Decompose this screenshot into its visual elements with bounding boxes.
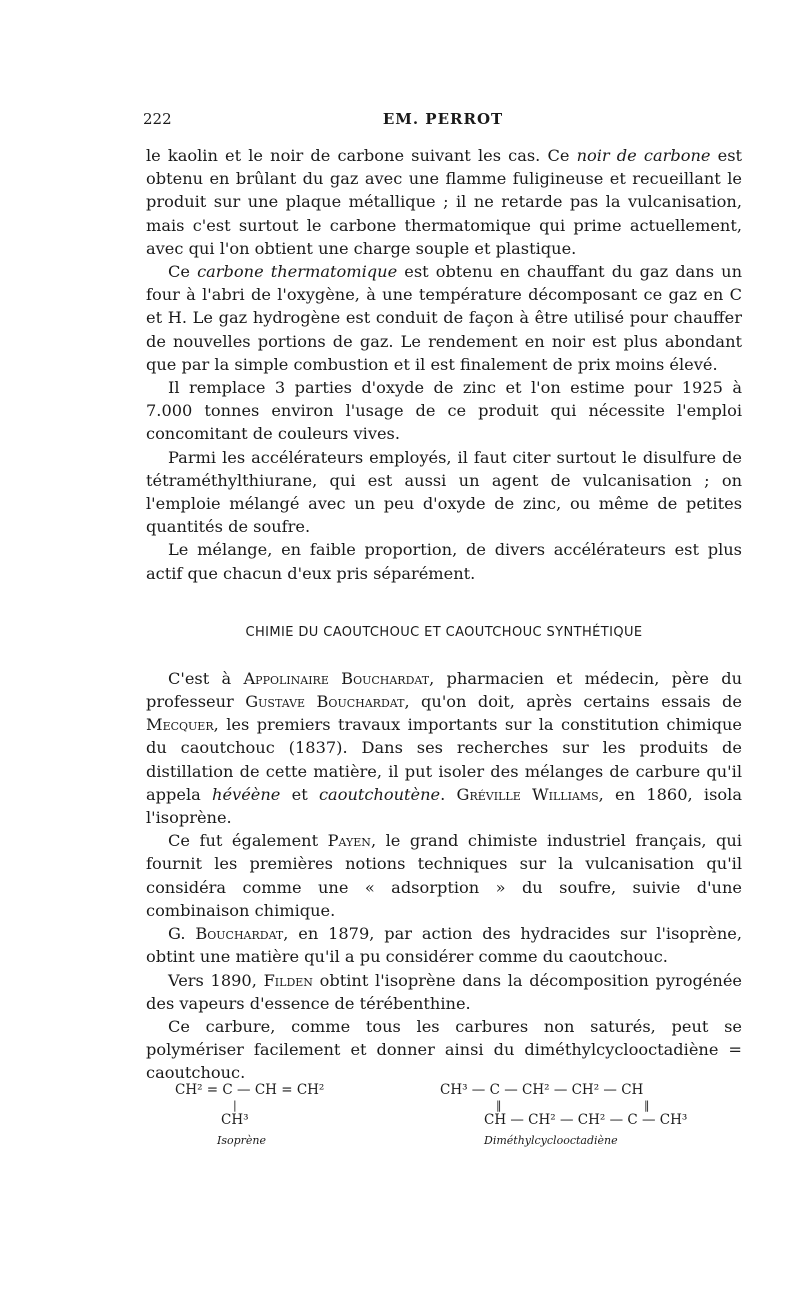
italic-term: caoutchoutène: [318, 784, 441, 804]
person-name: Appolinaire Bouchardat: [243, 668, 430, 688]
person-name: Mecquer: [146, 715, 214, 735]
text-run: , en 1879, par action des hydracides sur l'isoprène, obtint une matière qu'il a pu considérer comme du caoutchouc.: [146, 924, 742, 967]
paragraph: Il remplace 3 parties d'oxyde de zinc et l'on estime pour 1925 à 7.000 tonnes environ l'usage de ce produit qui nécessite l'emploi concomitant de couleurs vives.: [146, 378, 742, 444]
text-run: C'est à: [168, 668, 244, 688]
text-run: obtint l'isoprène dans la décomposition pyrogénée des vapeurs d'essence de térébenthine.: [146, 970, 742, 1013]
italic-term: carbone thermatomique: [197, 262, 398, 282]
formula-caption: Isoprène: [217, 1134, 267, 1147]
text-run: est obtenu en brûlant du gaz avec une flamme fuligineuse et recueillant le produit sur une plaque métallique ; il ne retarde pas la vulcanisation, mais c'est surtout le carbone thermatomique qui prime actuellement, avec qui l'on obtient une charge souple et plastique.: [146, 146, 743, 258]
person-name: Bouchardat: [195, 924, 284, 944]
formula-line: CH — CH² — CH² — C — CH³: [484, 1112, 688, 1128]
paragraph: Le mélange, en faible proportion, de divers accélérateurs est plus actif que chacun d'eux pris séparément.: [146, 540, 742, 583]
text-run: Vers 1890,: [168, 970, 264, 990]
double-bond: ||: [496, 1099, 500, 1112]
double-bond: ||: [644, 1099, 648, 1112]
text-run: , pharmacien et médecin, père du professeur: [146, 668, 742, 712]
formula-line: CH² = C — CH = CH²: [175, 1082, 325, 1098]
text-run: , qu'on doit, après certains essais de: [404, 692, 743, 712]
text-run: .: [440, 784, 457, 804]
paragraph: [146, 260, 742, 376]
text-run: le kaolin et le noir de carbone suivant les cas. Ce: [146, 146, 577, 165]
italic-term: noir de carbone: [576, 146, 711, 165]
single-bond: |: [233, 1099, 237, 1112]
section-title: CHIMIE DU CAOUTCHOUC ET CAOUTCHOUC SYNTHÉTIQUE: [245, 624, 643, 640]
text-run: , les premiers travaux importants sur la constitution chimique du caoutchouc (1837). Dans ses recherches sur les produits de distillation de cette matière, il put isoler des mélanges de carbure qu'il appela: [146, 715, 742, 804]
paragraph: Ce carbure, comme tous les carbures non saturés, peut se polymériser facilement et donner ainsi du diméthylcyclooctadiène = caoutchouc.: [146, 1016, 742, 1083]
page-number: 222: [143, 110, 172, 128]
person-name: Filden: [263, 970, 313, 990]
italic-term: hévéène: [212, 784, 281, 804]
text-run: G.: [168, 924, 196, 944]
formula-line: CH³: [221, 1112, 249, 1128]
text-run: Ce fut également: [168, 831, 328, 851]
person-name: Gréville Williams: [456, 784, 599, 804]
text-run: , en 1860, isola l'isoprène.: [146, 784, 742, 828]
formula-caption: Diméthylcyclooctadiène: [484, 1134, 618, 1147]
page-header: [143, 110, 743, 132]
text-run: et: [280, 784, 319, 804]
body-text: [146, 144, 742, 1085]
paragraph: Parmi les accélérateurs employés, il faut citer surtout le disulfure de tétraméthylthiurane, qui est aussi un agent de vulcanisation ; on l'emploie mélangé avec un peu d'oxyde de zinc, ou même de petites quantités de soufre.: [146, 447, 742, 537]
running-head: EM. PERROT: [382, 110, 504, 128]
paragraph: [146, 144, 742, 260]
paragraph: [146, 829, 742, 922]
text-run: Ce: [168, 262, 198, 282]
paragraph: [146, 667, 742, 829]
text-run: est obtenu en chauffant du gaz dans un four à l'abri de l'oxygène, à une température décomposant ce gaz en C et H. Le gaz hydrogène est conduit de façon à être utilisé pour chauffer de nouvelles portions de gaz. Le rendement en noir est plus abondant que par la simple combustion et il est finalement de prix moins élevé.: [146, 262, 742, 374]
person-name: Gustave Bouchardat: [245, 692, 405, 712]
person-name: Payen: [327, 831, 371, 851]
text-run: , le grand chimiste industriel français, qui fournit les premières notions techniques sur la vulcanisation qu'il considéra comme une « adsorption » du soufre, suivie d'une combinaison chimique.: [146, 831, 742, 920]
chemical-formulas: [0, 1082, 800, 1162]
paragraph: [146, 922, 742, 968]
formula-line: CH³ — C — CH² — CH² — CH: [440, 1082, 644, 1098]
paragraph: [146, 969, 742, 1015]
